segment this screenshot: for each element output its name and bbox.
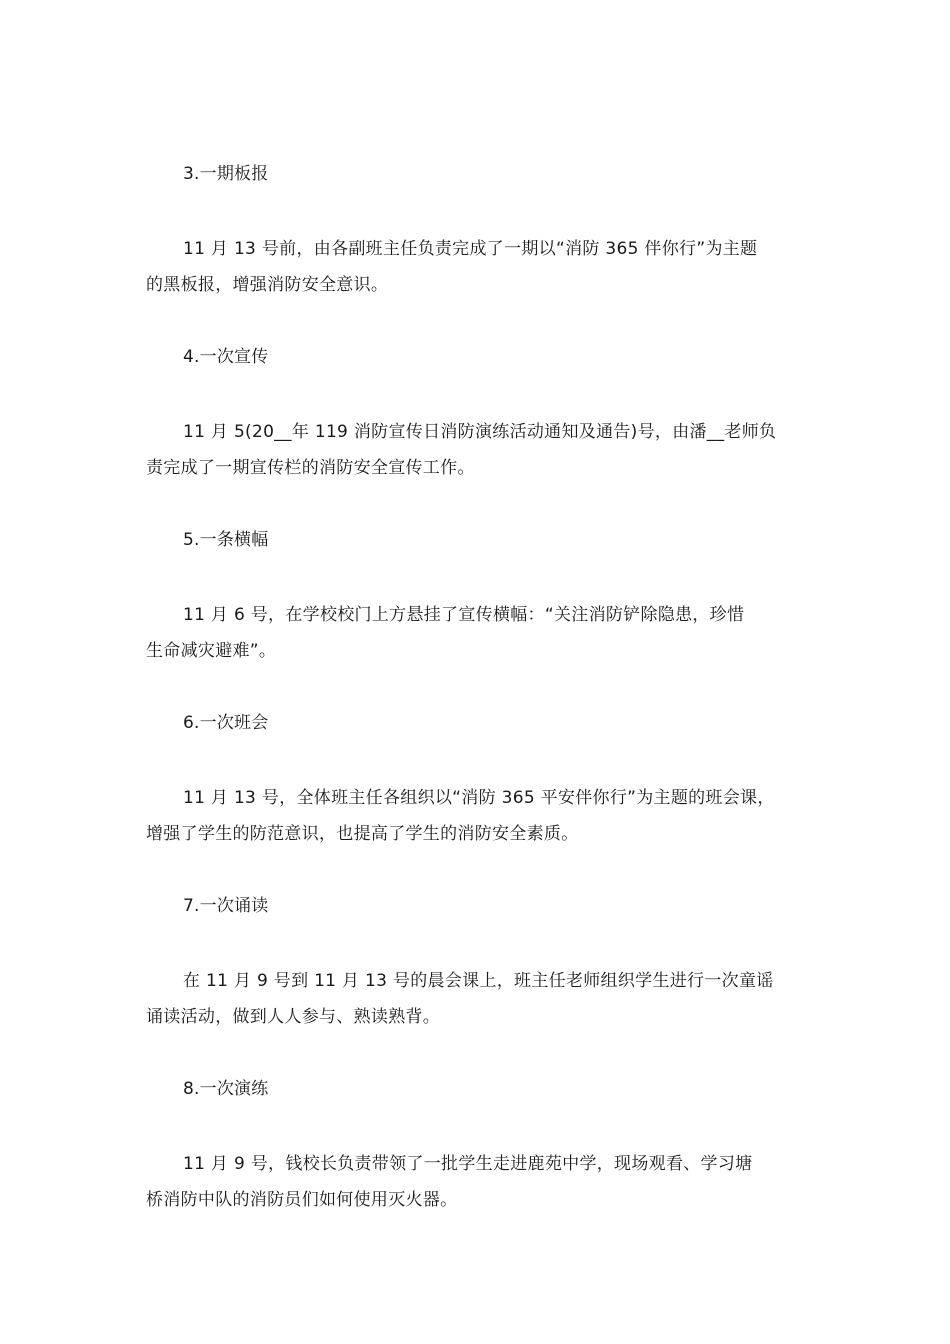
paragraph-line: 11 月 5(20__年 119 消防宣传日消防演练活动通知及通告)号，由潘__老师负 [183, 422, 777, 442]
paragraph-line: 的黑板报，增强消防安全意识。 [146, 275, 389, 295]
section-heading: 6.一次班会 [183, 713, 269, 733]
paragraph-line: 11 月 6 号，在学校校门上方悬挂了宣传横幅：“关注消防铲除隐患，珍惜 [183, 605, 745, 625]
section-paragraph [146, 414, 816, 486]
paragraph-line: 桥消防中队的消防员们如何使用灭火器。 [146, 1190, 458, 1210]
section-heading: 5.一条横幅 [183, 530, 269, 550]
section-paragraph [146, 231, 816, 303]
section-paragraph [146, 1146, 816, 1218]
section-heading: 3.一期板报 [183, 164, 269, 184]
paragraph-line: 11 月 13 号，全体班主任各组织以“消防 365 平安伴你行”为主题的班会课， [183, 788, 775, 808]
section-heading: 8.一次演练 [183, 1079, 269, 1099]
section-heading: 7.一次诵读 [183, 896, 269, 916]
section-paragraph [146, 780, 816, 852]
paragraph-line: 生命减灾避难”。 [146, 641, 277, 661]
paragraph-line: 诵读活动，做到人人参与、熟读熟背。 [146, 1007, 441, 1027]
section-heading: 4.一次宣传 [183, 347, 269, 367]
section-paragraph [146, 963, 816, 1035]
section-paragraph [146, 597, 816, 669]
paragraph-line: 11 月 13 号前，由各副班主任负责完成了一期以“消防 365 伴你行”为主题 [183, 239, 758, 259]
paragraph-line: 增强了学生的防范意识，也提高了学生的消防安全素质。 [146, 824, 579, 844]
paragraph-line: 11 月 9 号，钱校长负责带领了一批学生走进鹿苑中学，现场观看、学习塘 [183, 1154, 753, 1174]
paragraph-line: 责完成了一期宣传栏的消防安全宣传工作。 [146, 458, 475, 478]
paragraph-line: 在 11 月 9 号到 11 月 13 号的晨会课上，班主任老师组织学生进行一次童谣 [183, 971, 774, 991]
